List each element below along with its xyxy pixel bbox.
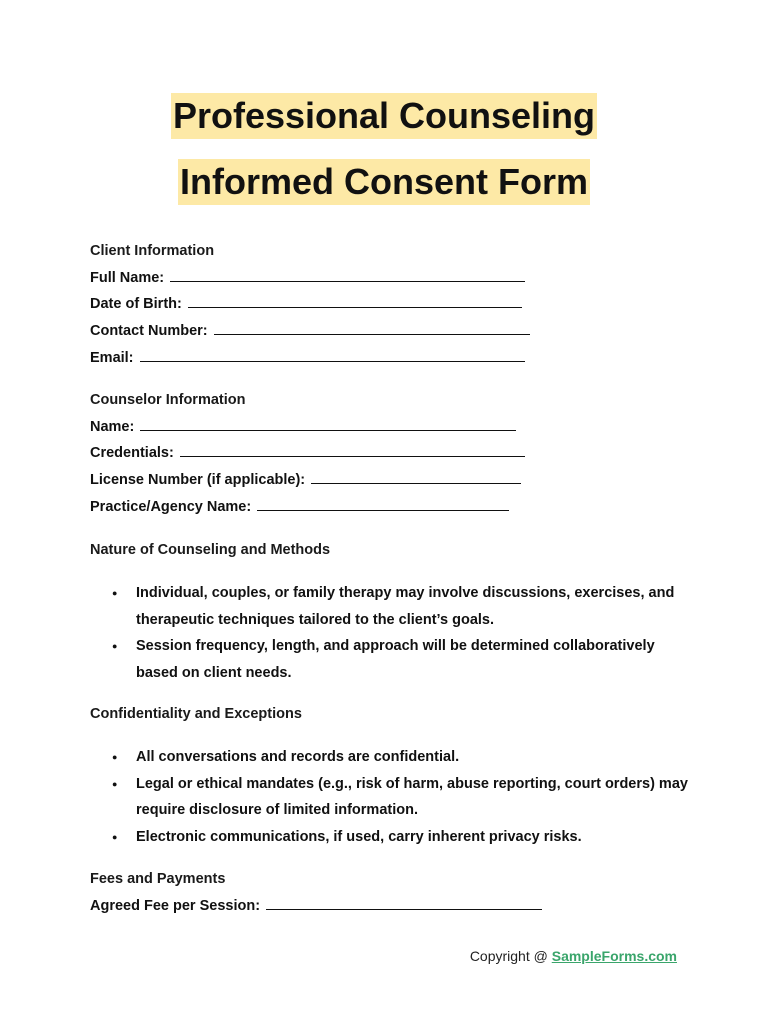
counselor-name-line[interactable] [140,418,516,431]
contact-number-label: Contact Number: [90,323,208,340]
full-name-field[interactable] [90,265,690,292]
confidentiality-heading: Confidentiality and Exceptions [90,706,302,722]
nature-bullet-list [90,580,690,687]
nature-bullets-wrap [90,580,690,687]
confidentiality-bullet-list [90,744,690,851]
date-of-birth-field[interactable] [90,291,690,318]
copyright-footer [470,948,677,964]
confidentiality-bullets-wrap [90,744,690,851]
counselor-information-section [90,387,690,520]
confidentiality-section [90,701,690,728]
license-number-field[interactable] [90,467,690,494]
contact-number-line[interactable] [214,322,530,335]
contact-number-field[interactable] [90,318,690,345]
email-label: Email: [90,349,134,366]
email-field[interactable] [90,345,690,372]
copyright-text: Copyright @ [469,948,552,964]
nature-of-counseling-heading: Nature of Counseling and Methods [90,542,331,558]
form-title-line-1: Professional Counseling [171,93,597,139]
client-information-heading: Client Information [90,243,215,259]
fees-heading: Fees and Payments [90,871,226,887]
credentials-field[interactable] [90,440,690,467]
practice-agency-name-field[interactable] [90,494,690,521]
counselor-information-heading: Counselor Information [90,392,246,408]
counselor-name-field[interactable] [90,414,690,441]
license-number-line[interactable] [311,471,521,484]
date-of-birth-label: Date of Birth: [90,296,182,313]
list-item: ● Session frequency, length, and approach will be determined collaboratively based on client needs. [90,633,690,686]
practice-agency-name-line[interactable] [257,498,509,511]
full-name-label: Full Name: [90,269,165,286]
sampleforms-link[interactable]: SampleForms.com [551,948,677,964]
title-line-1-wrap [0,93,768,139]
agreed-fee-line[interactable] [266,897,542,910]
list-item: ● Legal or ethical mandates (e.g., risk of harm, abuse reporting, court orders) may require disclosure of limited information. [90,771,690,824]
fees-section [90,866,690,919]
nature-of-counseling-section [90,537,690,564]
credentials-label: Credentials: [90,445,174,462]
practice-agency-name-label: Practice/Agency Name: [90,498,252,515]
full-name-line[interactable] [170,269,525,282]
agreed-fee-field[interactable] [90,893,690,920]
client-information-section [90,238,690,371]
date-of-birth-line[interactable] [188,295,522,308]
list-item: ● Individual, couples, or family therapy may involve discussions, exercises, and therapeutic techniques tailored to the client’s goals. [90,580,690,633]
credentials-line[interactable] [180,444,525,457]
form-title-line-2: Informed Consent Form [178,159,590,205]
license-number-label: License Number (if applicable): [90,472,306,489]
list-item: ● All conversations and records are confidential. [90,744,690,771]
title-line-2-wrap [0,159,768,205]
counselor-name-label: Name: [90,418,135,435]
agreed-fee-label: Agreed Fee per Session: [90,897,261,914]
email-line[interactable] [140,349,525,362]
list-item: ● Electronic communications, if used, carry inherent privacy risks. [90,824,690,851]
